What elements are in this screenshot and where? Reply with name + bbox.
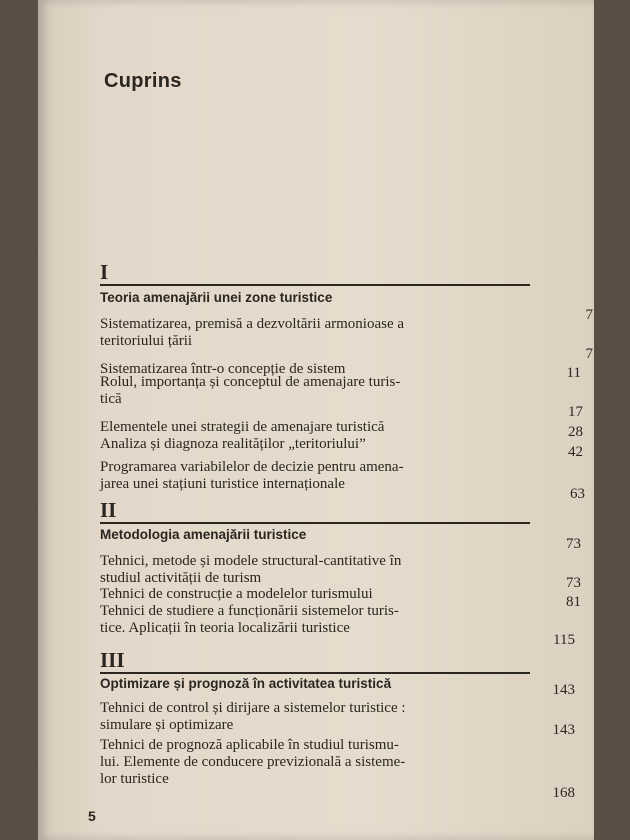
entry-9-line-1: Tehnici de studiere a funcționării sistemelor turis- — [100, 603, 399, 619]
entry-6-line-2: jarea unei stațiuni turistice internaționale — [100, 476, 345, 492]
part-2-title: Metodologia amenajării turistice — [100, 527, 307, 542]
part-2-numeral: II — [100, 498, 117, 522]
entry-8-line-1: Tehnici de construcție a modelelor turismului — [100, 586, 373, 602]
entry-9-line-2: tice. Aplicații în teoria localizării turistice — [100, 620, 350, 636]
part-3-numeral: III — [100, 648, 125, 672]
entry-10-page: 143 — [552, 722, 575, 738]
entry-11-page: 168 — [552, 785, 575, 801]
part-1-rule — [100, 284, 530, 286]
entry-3-line-2: tică — [100, 391, 122, 407]
entry-5-page: 42 — [568, 444, 583, 460]
part-2-rule — [100, 522, 530, 524]
part-3-rule — [100, 672, 530, 674]
entry-11-line-3: lor turistice — [100, 771, 169, 787]
entry-2-line-1: Sistematizarea într-o concepție de sistem — [100, 361, 346, 377]
entry-10-line-1: Tehnici de control și dirijare a sistemelor turistice : — [100, 700, 406, 716]
entry-6-line-1: Programarea variabilelor de decizie pentru amena- — [100, 459, 404, 475]
entry-1-line-2: teritoriului țării — [100, 333, 193, 349]
entry-7-line-1: Tehnici, metode și modele structural-cantitative în — [100, 553, 402, 569]
entry-3-line-1: Rolul, importanța și conceptul de amenajare turis- — [100, 374, 401, 390]
entry-4-line-1: Elementele unei strategii de amenajare turistică — [100, 419, 385, 435]
part-1-page: 7 — [585, 307, 593, 323]
page-number: 5 — [88, 808, 96, 824]
entry-3-page: 17 — [568, 404, 583, 420]
entry-1-page: 7 — [585, 346, 593, 362]
page-title: Cuprins — [104, 70, 182, 92]
entry-2-page: 11 — [566, 365, 581, 381]
entry-7-page: 73 — [566, 575, 581, 591]
entry-6-page: 63 — [570, 486, 585, 502]
entry-4-page: 28 — [568, 424, 583, 440]
part-3-page: 143 — [552, 682, 575, 698]
entry-1-line-1: Sistematizarea, premisă a dezvoltării armonioase a — [100, 316, 405, 332]
entry-11-line-1: Tehnici de prognoză aplicabile în studiul turismu- — [100, 737, 399, 753]
part-1-numeral: I — [100, 260, 109, 284]
part-2-page: 73 — [566, 536, 581, 552]
part-1-title: Teoria amenajării unei zone turistice — [100, 290, 333, 305]
book-page — [38, 0, 594, 840]
entry-9-page: 115 — [553, 632, 575, 648]
entry-10-line-2: simulare și optimizare — [100, 717, 234, 733]
part-3-title: Optimizare și prognoză în activitatea turistică — [100, 676, 392, 691]
entry-5-line-1: Analiza și diagnoza realităților „teritoriului” — [100, 436, 366, 452]
entry-7-line-2: studiul activității de turism — [100, 570, 262, 586]
entry-8-page: 81 — [566, 594, 581, 610]
entry-11-line-2: lui. Elemente de conducere previzională a sisteme- — [100, 754, 406, 770]
